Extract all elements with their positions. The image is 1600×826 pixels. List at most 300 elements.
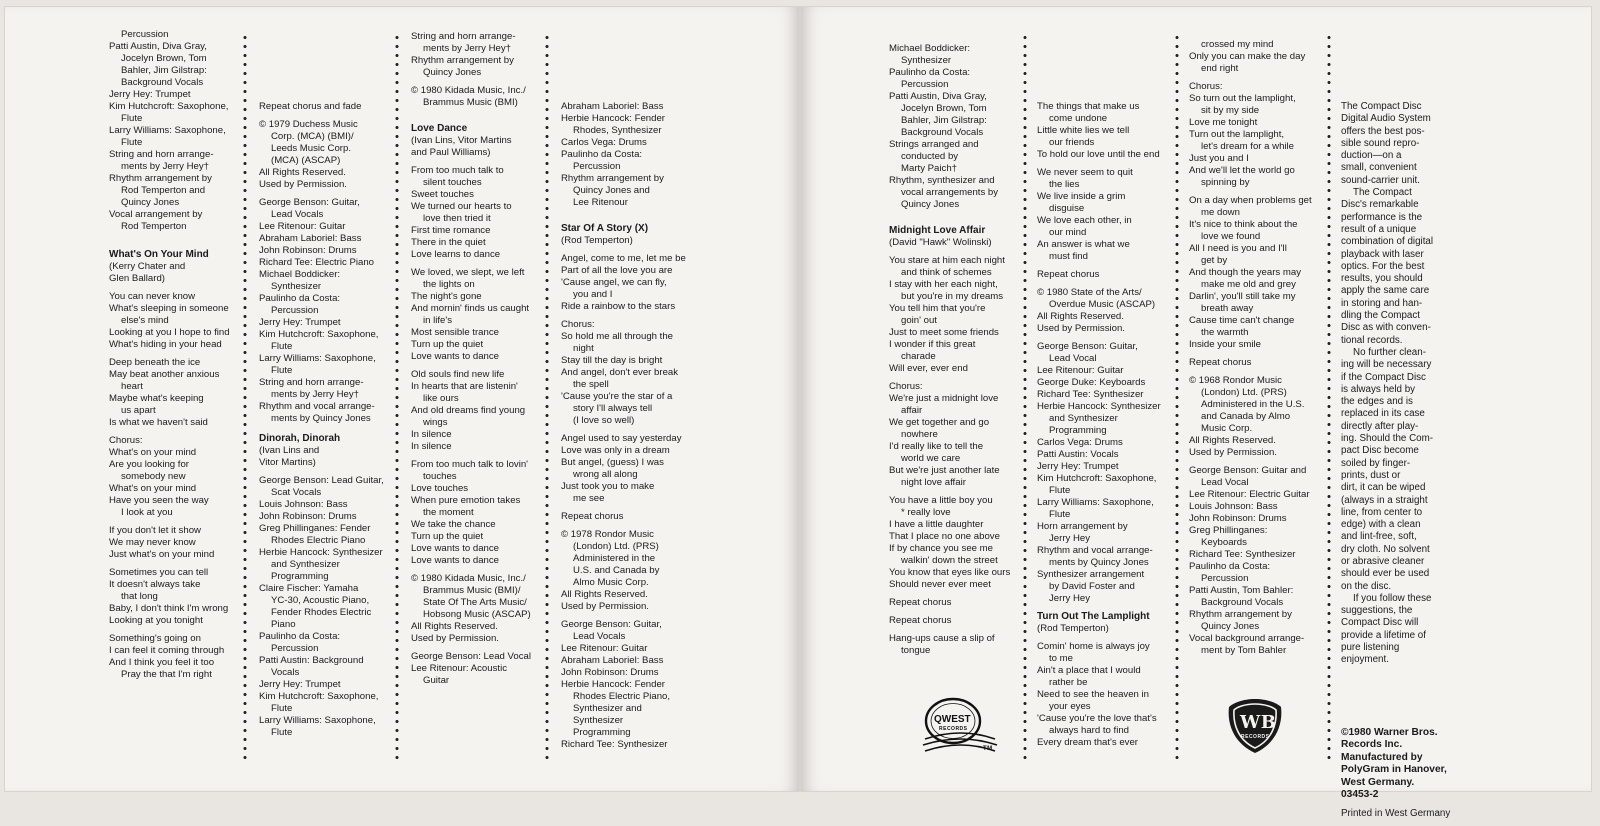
text-line: ments by Jerry Hey†	[423, 43, 511, 54]
text-line: So hold me all through the	[561, 331, 674, 342]
text-line: Disc's remarkable	[1341, 199, 1419, 211]
text-line: String and horn arrange-	[259, 377, 364, 388]
text-line: We're just a midnight love	[889, 393, 999, 404]
text-line: But we're just another late	[889, 465, 1000, 476]
text-line: Just to meet some friends	[889, 327, 999, 338]
text-block	[411, 165, 547, 261]
text-line: Jerry Hey: Trumpet	[259, 679, 341, 690]
text-line: In hearts that are listenin'	[411, 381, 518, 392]
text-line: All Rights Reserved.	[259, 167, 346, 178]
text-line: YC-30, Acoustic Piano,	[271, 595, 370, 606]
text-line: Richard Tee: Electric Piano	[259, 257, 375, 268]
text-line: Carlos Vega: Drums	[1037, 437, 1123, 448]
text-line: always hard to find	[1049, 725, 1129, 736]
text-line: Love learns to dance	[411, 249, 501, 260]
text-line: Used by Permission.	[561, 601, 649, 612]
text-line: Herbie Hancock: Fender	[561, 113, 665, 124]
text-line: Lee Ritenour	[573, 197, 628, 208]
text-line: Herbie Hancock: Fender	[561, 679, 665, 690]
text-line: Larry Williams: Saxophone,	[259, 715, 376, 726]
text-line: Horn arrangement by	[1037, 521, 1128, 532]
text-block	[109, 29, 249, 233]
text-line: All I need is you and I'll	[1189, 243, 1287, 254]
text-line: Synthesizer arrangement	[1037, 569, 1145, 580]
text-line: Rod Temperton and	[121, 185, 206, 196]
text-line: Brammus Music (BMI)/	[423, 585, 521, 596]
text-line: Kim Hutchcroft: Saxophone,	[1037, 473, 1157, 484]
text-line: Love touches	[411, 483, 469, 494]
text-line: Flute	[121, 113, 143, 124]
text-line: Quincy Jones	[423, 67, 482, 78]
text-line: the warmth	[1201, 327, 1249, 338]
text-line: Rhythm arrangement by	[411, 55, 514, 66]
text-block	[411, 85, 547, 109]
text-line: Paulinho da Costa:	[1189, 561, 1271, 572]
text-line: Chorus:	[889, 381, 923, 392]
text-line: Angel, come to me, let me be	[561, 253, 686, 264]
text-line: like ours	[423, 393, 459, 404]
text-line: and think of schemes	[901, 267, 992, 278]
text-line: Manufactured by	[1341, 751, 1423, 763]
text-line: Larry Williams: Saxophone,	[109, 125, 226, 136]
text-line: Larry Williams: Saxophone,	[1037, 497, 1154, 508]
text-line: If you follow these	[1353, 592, 1432, 604]
text-line: And mornin' finds us caught	[411, 303, 530, 314]
text-line: Carlos Vega: Drums	[561, 137, 647, 148]
text-line: That I place no one above	[889, 531, 1000, 542]
text-line: What's on your mind	[109, 483, 197, 494]
text-line: Almo Music Corp.	[573, 577, 649, 588]
text-line: Will ever, ever end	[889, 363, 968, 374]
text-line: and Synthesizer	[271, 559, 340, 570]
text-line: Hobsong Music (ASCAP)	[423, 609, 531, 620]
text-block	[1341, 808, 1469, 820]
song-title: Dinorah, Dinorah	[259, 433, 341, 444]
text-line: the lights on	[423, 279, 475, 290]
text-line: Flute	[1049, 485, 1071, 496]
text-line: silent touches	[423, 177, 482, 188]
text-line: Jerry Hey: Trumpet	[109, 89, 191, 100]
qwest-tm: TM	[983, 746, 993, 752]
text-line: If by chance you see me	[889, 543, 993, 554]
text-line: Jerry Hey: Trumpet	[259, 317, 341, 328]
text-line: Quincy Jones	[901, 199, 960, 210]
text-line: rather be	[1049, 677, 1088, 688]
text-line: Repeat chorus	[1037, 269, 1100, 280]
song-title: Star Of A Story (X)	[561, 223, 649, 234]
song-block	[1037, 611, 1177, 635]
text-line: Vocal arrangement by	[109, 209, 203, 220]
text-line: Hang-ups cause a slip of	[889, 633, 995, 644]
text-line: (MCA) (ASCAP)	[271, 155, 341, 166]
text-line: First time romance	[411, 225, 491, 236]
text-line: Cause time can't change	[1189, 315, 1295, 326]
text-line: Lee Ritenour: Electric Guitar	[1189, 489, 1310, 500]
text-block	[411, 573, 547, 645]
text-line: Love wants to dance	[411, 543, 500, 554]
text-line: We turned our hearts to	[411, 201, 512, 212]
text-line: In silence	[411, 441, 452, 452]
text-line: Chorus:	[1189, 81, 1223, 92]
text-line: story I'll always tell	[573, 403, 653, 414]
text-line: Sometimes you can tell	[109, 567, 209, 578]
text-block	[1189, 465, 1329, 657]
text-line: Patti Austin, Tom Bahler:	[1189, 585, 1294, 596]
text-line: Synthesizer	[901, 55, 952, 66]
text-line: West Germany.	[1341, 776, 1415, 788]
text-line: pure listening	[1341, 642, 1400, 654]
text-line: spinning by	[1201, 177, 1250, 188]
text-line: Part of all the love you are	[561, 265, 673, 276]
text-line: I can feel it coming through	[109, 645, 225, 656]
text-line: is always held by	[1341, 383, 1416, 395]
song-block	[411, 123, 547, 159]
text-block	[109, 525, 249, 561]
text-line: In silence	[411, 429, 452, 440]
text-block	[889, 495, 1029, 591]
text-line: Rhythm and vocal arrange-	[259, 401, 375, 412]
text-line: dry cloth. No solvent	[1341, 543, 1430, 555]
text-line: Jocelyn Brown, Tom	[901, 103, 987, 114]
text-line: Paulinho da Costa:	[889, 67, 971, 78]
text-line: 'Cause you're the star of a	[561, 391, 673, 402]
text-line: dling the Compact	[1341, 310, 1420, 322]
text-line: Keyboards	[1201, 537, 1247, 548]
text-line: There in the quiet	[411, 237, 486, 248]
text-line: You have a little boy you	[889, 495, 993, 506]
text-line: and lint-free, soft,	[1341, 531, 1417, 543]
text-line: ments by Jerry Hey†	[271, 389, 359, 400]
text-line: playback with laser	[1341, 248, 1424, 260]
text-line: Programming	[573, 727, 631, 738]
text-line: Rod Temperton	[121, 221, 187, 232]
text-line: The night's gone	[411, 291, 482, 302]
text-line: © 1980 State of the Arts/	[1037, 287, 1142, 298]
text-line: Lead Vocals	[573, 631, 626, 642]
text-line: Every dream that's ever	[1037, 737, 1139, 748]
text-line: On a day when problems get	[1189, 195, 1312, 206]
text-line: (I love so well)	[573, 415, 635, 426]
song-title: What's On Your Mind	[109, 249, 209, 260]
text-line: world we care	[901, 453, 961, 464]
text-line: U.S. and Canada by	[573, 565, 660, 576]
text-line: We loved, we slept, we left	[411, 267, 525, 278]
text-line: Kim Hutchcroft: Saxophone,	[259, 691, 379, 702]
text-line: Claire Fischer: Yamaha	[259, 583, 359, 594]
text-line: Used by Permission.	[259, 179, 347, 190]
lyrics-column	[259, 29, 399, 745]
text-line: Rhythm, synthesizer and	[889, 175, 995, 186]
text-line: And though the years may	[1189, 267, 1301, 278]
text-line: dirt, it can be wiped	[1341, 482, 1426, 494]
text-line: From too much talk to lovin'	[411, 459, 528, 470]
text-line: combination of digital	[1341, 236, 1434, 248]
text-line: Only you can make the day	[1189, 51, 1306, 62]
text-line: We get together and go	[889, 417, 990, 428]
text-line: What's on your mind	[109, 447, 197, 458]
text-block	[561, 101, 711, 209]
text-line: Synthesizer	[573, 715, 624, 726]
text-line: Love wants to dance	[411, 351, 500, 362]
text-block	[109, 291, 249, 351]
text-line: Administered in the	[573, 553, 656, 564]
text-line: Vocal background arrange-	[1189, 633, 1305, 644]
wb-records-label: RECORDS	[1241, 734, 1270, 740]
text-line: soiled by finger-	[1341, 457, 1411, 469]
text-line: Love me tonight	[1189, 117, 1258, 128]
text-line: Love was only in a dream	[561, 445, 670, 456]
text-line: charade	[901, 351, 936, 362]
song-title: Turn Out The Lamplight	[1037, 611, 1150, 622]
text-line: ments by Quincy Jones	[271, 413, 371, 424]
text-block	[411, 459, 547, 567]
text-line: Jerry Hey	[1049, 593, 1091, 604]
text-line: Bahler, Jim Gilstrap:	[901, 115, 987, 126]
text-line: Background Vocals	[901, 127, 984, 138]
text-line: Flute	[121, 137, 143, 148]
text-line: George Benson: Lead Vocal	[411, 651, 532, 662]
text-block	[1037, 641, 1177, 749]
text-line: Brammus Music (BMI)	[423, 97, 518, 108]
wb-letters: WB	[1240, 712, 1277, 733]
text-line: John Robinson: Drums	[259, 511, 357, 522]
text-line: night	[573, 343, 594, 354]
text-line: And angel, don't ever break	[561, 367, 679, 378]
text-line: Herbie Hancock: Synthesizer	[1037, 401, 1161, 412]
text-line: Stay till the day is bright	[561, 355, 663, 366]
text-line: to me	[1049, 653, 1073, 664]
text-line: Louis Johnson: Bass	[259, 499, 348, 510]
text-line: love then tried it	[423, 213, 491, 224]
text-line: results, you should	[1341, 273, 1423, 285]
text-line: wings	[423, 417, 448, 428]
text-line: Strings arranged and	[889, 139, 979, 150]
text-line: (Rod Temperton)	[1037, 623, 1109, 634]
text-line: Vocals	[271, 667, 300, 678]
text-line: Looking at you I hope to find	[109, 327, 230, 338]
text-block	[1189, 39, 1329, 75]
text-line: 'Cause angel, we can fly,	[561, 277, 667, 288]
text-line: walkin' down the street	[901, 555, 998, 566]
text-block	[411, 369, 547, 453]
text-line: Synthesizer and	[573, 703, 642, 714]
text-line: Jerry Hey: Trumpet	[1037, 461, 1119, 472]
text-line: And old dreams find young	[411, 405, 526, 416]
text-line: Leeds Music Corp.	[271, 143, 351, 154]
text-line: Percussion	[271, 305, 319, 316]
text-line: in life's	[423, 315, 453, 326]
text-line: Programming	[1049, 425, 1107, 436]
text-line: Flute	[1049, 509, 1071, 520]
text-line: Used by Permission.	[411, 633, 499, 644]
text-block	[561, 433, 711, 505]
text-line: (David "Hawk" Wolinski)	[889, 237, 992, 248]
text-line: The Compact	[1353, 187, 1412, 199]
text-line: It's nice to think about the	[1189, 219, 1298, 230]
text-line: Lee Ritenour: Guitar	[561, 643, 648, 654]
text-line: May beat another anxious	[109, 369, 220, 380]
text-block	[259, 197, 399, 425]
text-line: To hold our love until the end	[1037, 149, 1160, 160]
text-line: Turn up the quiet	[411, 339, 484, 350]
text-line: Kim Hutchcroft: Saxophone,	[109, 101, 229, 112]
text-line: State Of The Arts Music/	[423, 597, 527, 608]
text-line: So turn out the lamplight,	[1189, 93, 1296, 104]
text-line: Lee Ritenour: Guitar	[1037, 365, 1124, 376]
text-line: George Benson: Guitar,	[1037, 341, 1138, 352]
text-line: We may never know	[109, 537, 196, 548]
text-line: come undone	[1049, 113, 1108, 124]
text-line: edge) with a clean	[1341, 519, 1421, 531]
text-line: by David Foster and	[1049, 581, 1135, 592]
text-line: Vitor Martins)	[259, 457, 316, 468]
text-line: Flute	[271, 703, 293, 714]
lyrics-column	[1037, 29, 1177, 755]
text-line: Herbie Hancock: Synthesizer	[259, 547, 383, 558]
dotted-divider	[243, 33, 247, 763]
lyrics-column	[561, 29, 711, 757]
text-line: apply the same care	[1341, 285, 1430, 297]
text-line: (Kerry Chater and	[109, 261, 186, 272]
text-line: Pray the that I'm right	[121, 669, 212, 680]
text-line: Patti Austin, Diva Gray,	[109, 41, 207, 52]
text-line: Used by Permission.	[1189, 447, 1277, 458]
text-line: Louis Johnson: Bass	[1189, 501, 1278, 512]
text-line: Abraham Laboriel: Bass	[561, 101, 664, 112]
text-block	[1189, 375, 1329, 459]
text-line: let's dream for a while	[1201, 141, 1295, 152]
text-line: (London) Ltd. (PRS)	[573, 541, 659, 552]
text-line: duction—on a	[1341, 150, 1402, 162]
text-line: sible sound repro-	[1341, 137, 1420, 149]
text-line: Rhodes Electric Piano,	[573, 691, 671, 702]
text-line: Just what's on your mind	[109, 549, 215, 560]
text-line: Little white lies we tell	[1037, 125, 1130, 136]
text-line: Compact Disc will	[1341, 617, 1419, 629]
text-line: The Compact Disc	[1341, 101, 1422, 112]
text-line: George Benson: Guitar,	[561, 619, 662, 630]
text-block	[1341, 727, 1469, 802]
text-line: Lead Vocals	[271, 209, 324, 220]
text-line: and Canada by Almo	[1201, 411, 1291, 422]
text-line: our friends	[1049, 137, 1095, 148]
text-block	[411, 651, 547, 687]
text-line: John Robinson: Drums	[259, 245, 357, 256]
text-line: tional records.	[1341, 334, 1403, 346]
lyrics-column	[109, 29, 249, 687]
text-line: Comin' home is always joy	[1037, 641, 1150, 652]
text-block	[109, 633, 249, 681]
text-line: Paulinho da Costa:	[259, 293, 341, 304]
text-line: All Rights Reserved.	[1189, 435, 1276, 446]
text-line: or abrasive cleaner	[1341, 555, 1425, 567]
text-line: Patti Austin: Vocals	[1037, 449, 1119, 460]
text-line: line, from center to	[1341, 506, 1423, 518]
text-line: Lee Ritenour: Acoustic	[411, 663, 507, 674]
text-line: Music Corp.	[1201, 423, 1253, 434]
text-block	[1189, 357, 1329, 369]
text-line: But angel, (guess) I was	[561, 457, 664, 468]
text-block	[561, 253, 711, 313]
text-line: Rhythm arrangement by	[561, 173, 664, 184]
text-line: Sweet touches	[411, 189, 474, 200]
text-line: crossed my mind	[1201, 39, 1274, 50]
text-line: you and I	[573, 289, 613, 300]
text-line: heart	[121, 381, 143, 392]
right-page	[800, 6, 1592, 819]
text-line: the spell	[573, 379, 609, 390]
text-line: get by	[1201, 255, 1228, 266]
text-line: pact Disc become	[1341, 445, 1419, 457]
text-block	[1189, 81, 1329, 189]
song-block	[561, 223, 711, 247]
text-block	[1037, 101, 1177, 161]
text-line: Scat Vocals	[271, 487, 322, 498]
text-line: tongue	[901, 645, 931, 656]
text-line: Guitar	[423, 675, 450, 686]
text-block	[889, 381, 1029, 489]
text-line: the moment	[423, 507, 474, 518]
text-line: Flute	[271, 727, 293, 738]
text-block	[1037, 269, 1177, 281]
text-line: nowhere	[901, 429, 938, 440]
text-line: Lead Vocal	[1049, 353, 1097, 364]
text-line: Rhythm arrangement by	[109, 173, 212, 184]
dotted-divider	[1175, 33, 1179, 763]
text-line: We love each other, in	[1037, 215, 1132, 226]
text-line: We live inside a grim	[1037, 191, 1126, 202]
text-line: Disc as with conven-	[1341, 322, 1431, 334]
text-line: Rhodes Electric Piano	[271, 535, 366, 546]
text-line: Greg Phillinganes:	[1189, 525, 1268, 536]
text-line: Percussion	[271, 643, 319, 654]
dotted-divider	[1023, 33, 1027, 763]
text-line: me see	[573, 493, 605, 504]
text-line: Repeat chorus	[1189, 357, 1252, 368]
text-line: Repeat chorus	[889, 615, 952, 626]
text-line: night love affair	[901, 477, 966, 488]
text-line: Deep beneath the ice	[109, 357, 201, 368]
dotted-divider	[545, 33, 549, 763]
text-line: Rhythm and vocal arrange-	[1037, 545, 1153, 556]
text-line: If you don't let it show	[109, 525, 201, 536]
text-block	[1037, 341, 1177, 605]
text-line: directly after play-	[1341, 420, 1419, 432]
text-line: © 1968 Rondor Music	[1189, 375, 1282, 386]
text-line: Lead Vocal	[1201, 477, 1249, 488]
text-line: performance is the	[1341, 211, 1423, 223]
text-line: ments by Quincy Jones	[1049, 557, 1149, 568]
text-block	[411, 31, 547, 79]
qwest-records-logo	[921, 697, 1001, 757]
text-line: our mind	[1049, 227, 1087, 238]
text-line: me down	[1201, 207, 1240, 218]
text-line: Ride a rainbow to the stars	[561, 301, 676, 312]
text-block	[889, 633, 1029, 657]
left-page	[4, 6, 800, 792]
text-line: You can never know	[109, 291, 196, 302]
text-line: You stare at him each night	[889, 255, 1005, 266]
text-line: else's mind	[121, 315, 169, 326]
info-column	[1341, 29, 1469, 826]
text-line: Percussion	[1201, 573, 1249, 584]
text-block	[1037, 287, 1177, 335]
song-block	[259, 433, 399, 469]
text-line: Chorus:	[561, 319, 595, 330]
text-line: An answer is what we	[1037, 239, 1130, 250]
lyrics-column	[411, 31, 547, 693]
text-line: The things that make us	[1037, 101, 1140, 112]
